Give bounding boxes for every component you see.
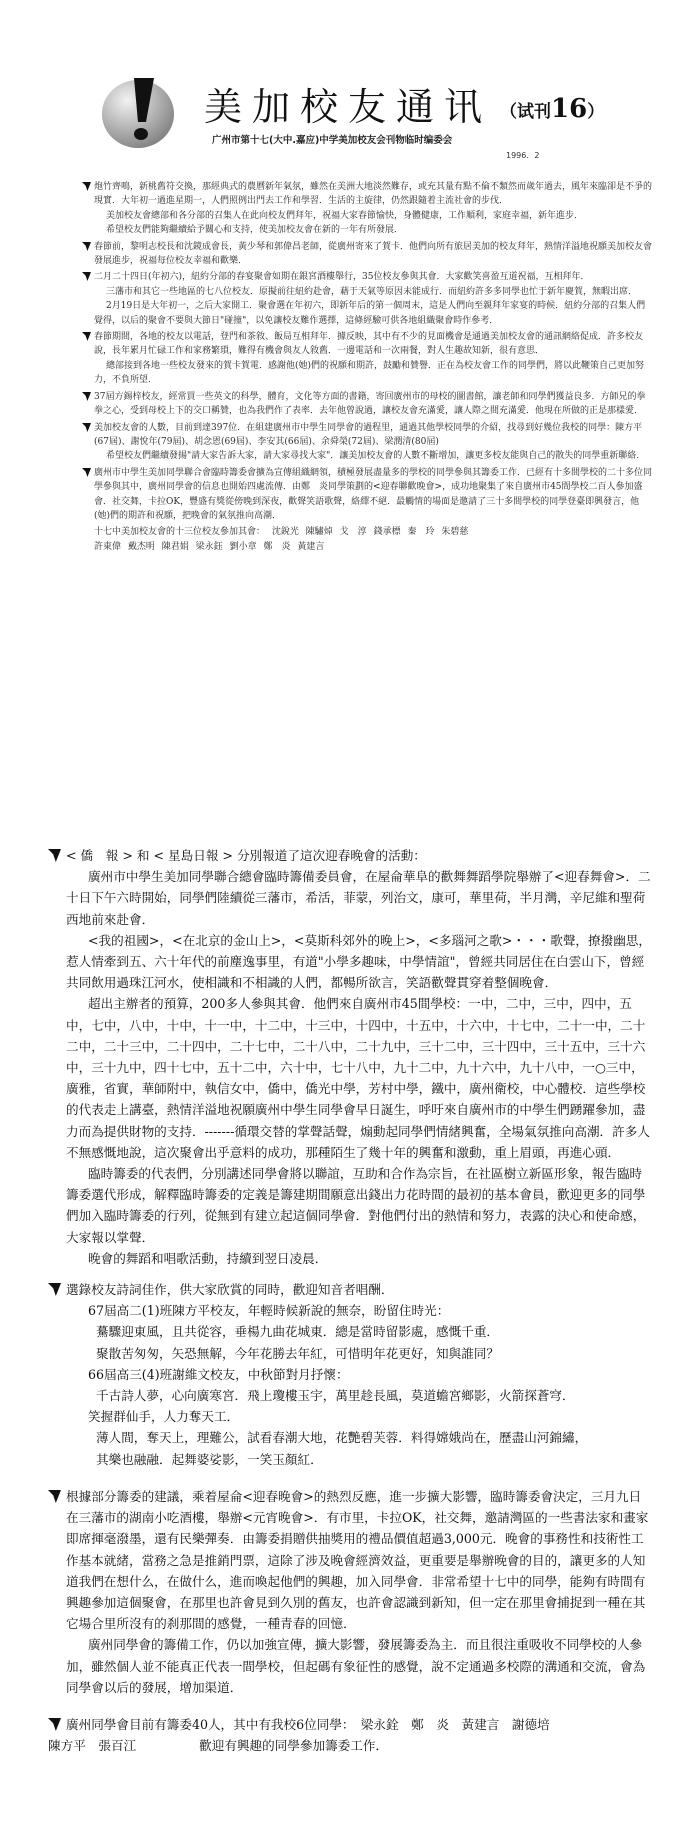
paragraph: 希望校友們能夠繼續給予關心和支持，使美加校友會在新的一年有所發展．	[106, 225, 404, 236]
issue-date: 1996．2	[506, 151, 540, 160]
lantern-party-section	[48, 1486, 653, 1634]
bullet-icon	[82, 423, 91, 432]
paragraph: 臨時籌委的代表們，分別講述同學會將以聯誼，互助和合作為宗旨，在社區樹立新區形象，報告臨時籌委選代形成，解釋臨時籌委的定義是籌建期間願意出錢出力花時間的最初的基本會員，歡迎更多的同學們加入臨時籌委的行列，從無到有建立起這個同學會．對他們付出的熱情和努力，表露的決心和使命感，大家報以掌聲．	[66, 1166, 646, 1245]
paragraph: 三藩市和其它一些地區的七八位校友．原擬前往紐約赴會，藉于天氣等原因未能成行．而紐約許多多同學也忙于新年慶賀，無暇出席．	[106, 286, 638, 297]
paragraph: 美加校友會總部和各分部的召集人在此向校友們拜年，祝福大家春節愉快，身體健康，工作順利，家庭幸福，新年進步．	[106, 210, 584, 221]
member-name: 鄭 炎	[263, 541, 291, 552]
poem-line: 其樂也融融．起舞婆娑影，一笑玉顏紅．	[96, 1451, 323, 1467]
paragraph: 春節期間，各地的校友以電話，登門和茶敘、飯局互相拜年．據反映，其中有不少的見面機會是通過美加校友會的通訊網絡促成．許多校友說，長年累月忙碌工作和家務繁瑣，難得有機會與友人敘舊．一邊電話和一次兩餐，對人生趣故知新，很有意思．	[94, 332, 644, 357]
member-name: 陳君娟	[161, 541, 189, 552]
paragraph: 總部接到各地一些校友發來的賀卡賀電．感謝他(她)們的祝願和期許，鼓勵和贊譽．正在為校友會工作的同學們，將以此鞭策自己更加努力，不負所望．	[94, 360, 645, 386]
poem-line: 千古詩人夢，心向廣寒宮．飛上瓊樓玉宇，萬里趁長風，莫道蟾宮鄉影，火箭探蒼穹．	[96, 1388, 575, 1404]
paragraph: 根據部分籌委的建議，乘着屋侖<迎春晚會>的熱烈反應，進一步擴大影響，臨時籌委會決定，三月九日在三藩市的湖南小吃酒樓，舉辦<元宵晚會>．有市里，卡拉OK，社交舞，邀請灣區的一些書法家和畫家即席揮毫潑墨，還有民樂彈奏．由籌委捐贈供抽獎用的禮品價值超過3,000元．晚會的事務性和技術性工作基本就緒，當務之急是推銷門票，這除了涉及晚會經濟效益，更重要是舉辦晚會的目的，讓更多的人知道我們在想什么，在做什么，進而喚起他們的興趣，加入同學會．非常希望十七中的同學，能夠有時間有興趣參加這個聚會，在那里也許會見到久別的舊友，也許會認識到新知，但一定在那里會捕捉到一種在其它場合里所沒有的刹那間的感覺，一種青春的回憶．	[66, 1488, 649, 1632]
member-name: 錢承標	[373, 527, 401, 538]
masthead	[100, 72, 605, 160]
bullet-icon	[82, 332, 91, 341]
exclamation-logo-icon	[100, 72, 180, 150]
bullet-icon	[48, 1718, 61, 1731]
poem-intro: 67屆高二(1)班陳方平校友，年輕時候新說的無奈，盼留住時光：	[88, 1303, 450, 1319]
paragraph: 廣州市中學生美加同學聯合總會臨時籌備委員會，在屋侖華阜的歡舞舞蹈學院舉辦了<迎春舞會>．二十日下午六時開始，同學們陸續從三藩市，希活，菲蒙，列治文，康可，華里荷，半月灣，辛尼維和聖荷西地前來赴會．	[66, 869, 651, 927]
newsletter-body	[82, 180, 652, 554]
poetry-section	[48, 1279, 653, 1300]
paragraph: 廣州市中學生美加同學聯合會臨時籌委會擴為宣傳組織網領，積極發展盡量多的學校的同學參與其籌委工作．已經有十多間學校的二十多位同學參與其中，廣州同學會的信息也開始四處流傳．由鄭 炎同學策劃的<迎春聯歡晚會>，成功地聚集了來自廣州市45間學校二百人參加盛會．社交舞，卡拉OK，豐盛有獎從傍晚到深夜，歡聲笑語歌聲，絡繹不絕．最觸情的場面是邀請了三十多間學校的同學登臺即興發言，他(她)們的期許和祝願，把晚會的氣氛推向高潮．	[94, 467, 653, 521]
section-books	[82, 390, 652, 419]
bullet-icon	[82, 392, 91, 401]
committee-lead: 十七中美加校友會的十三位校友參加其會：	[94, 527, 266, 538]
paragraph: 晚會的舞蹈和唱歌活動，持續到翌日凌晨．	[88, 1250, 328, 1266]
bullet-icon	[82, 182, 91, 191]
article-page	[0, 845, 695, 1843]
issue-label	[500, 94, 604, 124]
paragraph: 廣州同學會目前有籌委40人，其中有我校6位同學： 梁永銓 鄭 炎 黃建言 謝德培	[66, 1716, 550, 1732]
paragraph: <我的祖國>，<在北京的金山上>，<莫斯科郊外的晚上>，<多瑙河之歌>・・・歌聲，撩撥幽思，惹人情牽到五、六十年代的前塵逸事里，有道"小學多趣味，中學情誼"，曾經共同居住在白雲山下，曾經共同飲用過珠江河水，使相識和不相識的人們，都暢所欲言，笑語歡聲貫穿着整個晚會．	[66, 932, 651, 991]
paragraph: 二月二十四日(年初六)，紐約分部的春宴聚會如期在銀宮酒樓舉行，35位校友參與其會．大家歡笑喜盈互道祝福，互相拜年．	[94, 272, 590, 283]
article-intro	[48, 845, 653, 866]
bullet-icon	[48, 849, 61, 862]
poem-line: 薄人間，奪天上，理難公，試看春潮大地，花艷碧芙蓉．料得嫦娥尚在，歷盡山河錦繡，	[96, 1430, 588, 1446]
paragraph: 37屆方錫梓校友，經常買一些英文的科學，體育，文化等方面的書籍，寄回廣州市的母校的圖書館，讓老師和同學們獲益良多．方師兄的拳拳之心，受到母校上下的交口稱贊，也為我們作了表率．去年他曾說過，讓校友會充滿愛，讓人際之間充滿愛．他現在所做的正是那樣愛．	[94, 391, 646, 417]
member-name: 梁永鈺	[195, 541, 223, 552]
bullet-icon	[48, 1490, 61, 1503]
paragraph: 美加校友會的人數，目前到達397位．在組建廣州市中學生同學會的過程里，通過其他學校同學的介紹，找尋到好幾位我校的同學：陳方平(67屆)、謝悅年(79屆)、胡念恩(69屆)、李安其(66屆)、余舜榮(72屆)、梁潤清(80屆)	[94, 422, 643, 447]
poem-intro: 66屆高三(4)班謝維文校友，中秋節對月抒懷：	[88, 1366, 349, 1382]
bullet-icon	[82, 242, 91, 251]
bullet-icon	[82, 272, 91, 281]
section-new-york	[82, 270, 652, 328]
poem-line: 聚散苦匆匆，矢恐無解，今年花勝去年紅，可惜明年花更好，知與誰同？	[96, 1345, 499, 1361]
committee-line-2	[82, 540, 652, 554]
committee-section	[48, 1714, 653, 1735]
newsletter-page	[0, 0, 695, 760]
paragraph: 選錄校友詩詞佳作，供大家欣賞的同時，歡迎知音者唱酬．	[66, 1282, 394, 1298]
member-name: 黃建言	[297, 541, 325, 552]
section-spring-festival	[82, 330, 652, 388]
newsletter-title: 美加校友通讯	[204, 85, 493, 129]
issue-prefix: （试刊	[500, 102, 551, 122]
section-new-year	[82, 180, 652, 238]
member-name: 沈銳光	[271, 527, 299, 538]
member-name: 秦 玲	[407, 527, 435, 538]
paragraph: 2月19日是大年初一，之后大家開工．聚會選在年初六，即新年后的第一個周末，這是人們向至親拜年家宴的時候．紐約分部的召集人們覺得，以后的聚會不要與大節日"碰撞"，以免讓校友難作選擇，這條經驗可供各地組織聚會時作參考．	[94, 301, 646, 326]
poem-line: 驀驟迎東風，且共從容，垂楊九曲花城東．總是當時留影處，感慨千重．	[96, 1324, 499, 1340]
paragraph: 廣州同學會的籌備工作，仍以加強宣傳，擴大影響，發展籌委為主．而且很注重吸收不同學校的人參加，雖然個人並不能真正代表一間學校，但起碼有象征性的感覺，說不定通過多校際的溝通和交流，會為同學會以后的發展，增加渠道．	[66, 1637, 646, 1695]
poem-line: 笑握群仙手，人力奪天工．	[88, 1409, 240, 1425]
paragraph: 超出主辦者的預算，200多人參與其會．他們來自廣州市45間學校：一中，二中，三中，四中，五中，七中，八中，十中，十一中，十二中，十三中，十四中，十五中，十六中，十七中，二十一中，二十二中，二十三中，二十四中，二十七中，二十八中，二十九中，三十二中，三十四中，三十五中，三十六中，三十九中，四十七中，五十二中，六十中，七十八中，九十二中，九十六中，九十八中，一○三中，廣雅，省實，華師附中，執信女中，僑中，僑光中學，芳村中學，鐵中，廣州衛校，中心體校．這些學校的代表走上講臺，熱情洋溢地祝願廣州中學生同學會早日誕生，呼吁來自廣州市的中學生們踴躍參加，盡力而為提供財物的支持．-------循環交替的掌聲話聲，煽動起同學們情緒興奮，全場氣氛推向高潮．許多人不無感慨地說，這次聚會出乎意料的成功，那種陌生了幾十年的興奮和激動，重上眉頭，再進心頭．	[66, 996, 650, 1160]
paragraph: 希望校友們繼續發揚"請大家告訴大家，請大家尋找大家"．讓美加校友會的人數不斷增加，讓更多校友能與自己的散失的同學重新聯絡．	[106, 451, 646, 462]
paragraph: 炮竹齊鳴，新桃舊符交換，那經典式的農曆新年氣氛，雖然在美洲大地淡然難存，或充其量有點不倫不類然而歲年過去，風年來臨卻是不爭的現實．大年初一過進星期一，人們照例出門去工作和學習．生活的主旋律，仍然跟隨着主流社會的步伐．	[94, 182, 653, 207]
newsletter-subtitle: 广州市第十七(大中.嘉应)中学美加校友会刊物临时编委会	[212, 135, 453, 146]
bullet-icon	[48, 1283, 61, 1296]
issue-suffix: ）	[587, 102, 605, 122]
member-name: 許東偉	[94, 541, 122, 552]
member-name: 朱碧慈	[441, 527, 469, 538]
section-greetings	[82, 240, 652, 269]
committee-line-1	[82, 525, 652, 539]
paragraph: 春節前，黎明志校長和沈鏡成會長，黃少琴和郭偉昌老師，從廣州寄來了賀卡．他們向所有旅居美加的校友拜年，熱情洋溢地祝願美加校友會發展進步，祝福每位校友幸福和歡樂．	[94, 241, 653, 267]
issue-number: 16	[551, 94, 588, 124]
member-name: 劉小章	[229, 541, 257, 552]
article-body	[48, 845, 653, 1756]
member-name: 陳驌焯	[305, 527, 333, 538]
paragraph: < 僑 報 > 和 < 星島日報 > 分別報道了這次迎春晚會的活動：	[66, 848, 426, 863]
section-association	[82, 466, 652, 524]
section-membership	[82, 421, 652, 464]
member-name: 戈 淳	[339, 527, 367, 538]
paragraph: 陳方平 張百江 歡迎有興趣的同學參加籌委工作．	[48, 1738, 389, 1754]
bullet-icon	[82, 468, 91, 477]
member-name: 戴杰明	[127, 541, 155, 552]
